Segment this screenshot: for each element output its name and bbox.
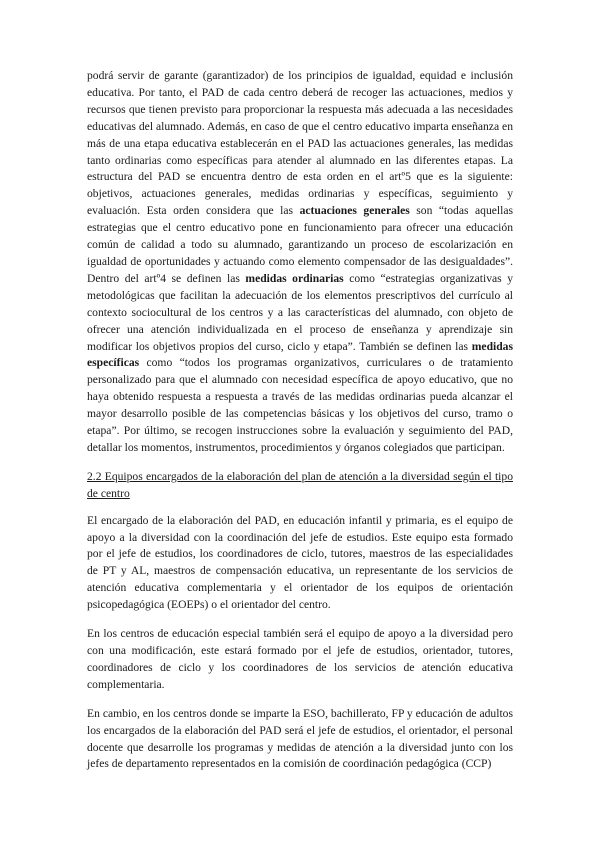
paragraph-infantil-primaria: El encargado de la elaboración del PAD, en educación infantil y primaria, es el equipo de apoyo a la diversidad con la coordinación del jefe de estudios. Este equipo esta formado por el jefe de estudios, los coordinadores de ciclo, tutores, maestros de las especialidades de PT y AL, maestros de compensación educativa, un representante de los servicios de atención educativa complementaria y el orientador de los equipos de orientación psicopedagógica (EOEPs) o el orientador del centro.: [87, 513, 513, 612]
intro-paragraph: [87, 68, 513, 457]
actuaciones-generales-term: actuaciones generales: [299, 204, 410, 218]
intro-text-1: podrá servir de garante (garantizador) de los principios de igualdad, equidad e inclusión educativa. Por tanto, el PAD de cada centro deberá de recoger las actuaciones, medios y recursos que tienen previsto para proporcionar la respuesta más adecuada a las necesidades educativas del alumnado. Además, en caso de que el centro educativo imparta enseñanza en más de una etapa educativa establecerán en el PAD las actuaciones generales, las medidas tanto ordinarias como específicas para atender al alumnado en las diferentes etapas. La estructura del PAD se encuentra dentro de esta orden en el artº5 que es la siguiente: objetivos, actuaciones generales, medidas ordinarias y específicas, seguimiento y evaluación. Esta orden considera que las: [87, 69, 513, 218]
intro-text-2: son “todas aquellas estrategias que el centro educativo pone en funcionamiento para ofrecer una educación común de calidad a todo su alumnado, garantizando un proceso de escolarización en igualdad de oportunidades y actuando como elemento compensador de las desigualdades”. Dentro del artº4 se definen las: [87, 204, 514, 285]
intro-text-3: como “estrategias organizativas y metodológicas que facilitan la adecuación de los elementos prescriptivos del currículo al contexto sociocultural de los centros y a las características del alumnado, con objeto de ofrecer una atención individualizada en el proceso de enseñanza y aprendizaje sin modificar los objetivos propios del curso, ciclo y etapa”. También se definen las: [87, 271, 513, 353]
medidas-ordinarias-term: medidas ordinarias: [245, 271, 344, 285]
intro-text-4: como “todos los programas organizativos, curriculares o de tratamiento personalizado para que el alumnado con necesidad específica de apoyo educativo, que no haya obtenido respuesta a respuesta a través de las medidas ordinarias pueda alcanzar el mayor desarrollo posible de las competencias básicas y los objetivos del curso, tramo o etapa”. Por último, se recogen instrucciones sobre la evaluación y seguimiento del PAD, detallar los momentos, instrumentos, procedimientos y órganos colegiados que participan.: [87, 356, 513, 454]
medidas-especificas-term: medidas específicas: [87, 339, 513, 370]
paragraph-eso-bachillerato: En cambio, en los centros donde se imparte la ESO, bachillerato, FP y educación de adultos los encargados de la elaboración del PAD será el jefe de estudios, el orientador, el personal docente que desarrolle los programas y medidas de atención a la diversidad junto con los jefes de departamento representados en la comisión de coordinación pedagógica (CCP): [87, 706, 513, 771]
section-heading: 2.2 Equipos encargados de la elaboración del plan de atención a la diversidad según el tipo de centro: [87, 469, 513, 500]
paragraph-educacion-especial: En los centros de educación especial también será el equipo de apoyo a la diversidad pero con una modificación, este estará formado por el jefe de estudios, orientador, tutores, coordinadores de ciclo y los coordinadores de los servicios de atención educativa complementaria.: [87, 627, 513, 691]
